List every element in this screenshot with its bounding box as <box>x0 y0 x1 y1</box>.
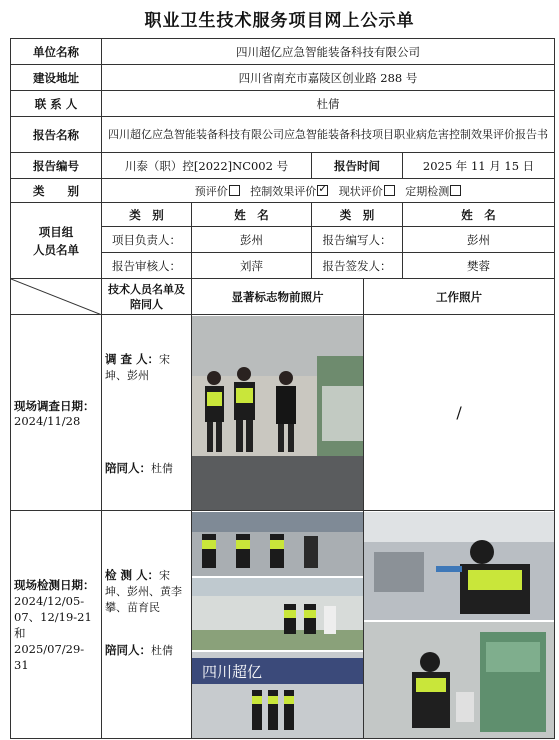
checkbox-icon <box>384 185 395 196</box>
checkbox-checked-icon <box>317 185 328 196</box>
address-label: 建设地址 <box>11 65 102 91</box>
team-name: 彭州 <box>403 227 555 253</box>
survey-work-photo-cell <box>364 315 555 511</box>
team-col-category-2: 类 别 <box>312 203 403 227</box>
work-photo-header: 工作照片 <box>364 279 555 315</box>
option-control-eval: 控制效果评价✓ <box>250 185 328 198</box>
accompany-label: 陪同人： <box>105 643 151 657</box>
testers: 宋坤、彭州、黄李攀、苗育民 <box>105 569 182 614</box>
photo-gate-group <box>192 578 364 650</box>
contact-value: 杜倩 <box>102 91 555 117</box>
survey-work-photo-mark: / <box>456 403 462 422</box>
checkbox-icon <box>450 185 461 196</box>
investigators-label: 调 查 人： <box>105 352 160 366</box>
report-no-label: 报告编号 <box>11 153 102 179</box>
page-title: 职业卫生技术服务项目网上公示单 <box>144 11 415 31</box>
testing-work-photo-cell <box>364 511 555 739</box>
survey-date-cell <box>11 315 102 511</box>
diagonal-header-cell <box>11 279 102 315</box>
team-role: 报告审核人： <box>102 253 192 279</box>
testing-work-photos <box>364 512 554 738</box>
tech-staff-header: 技术人员名单及陪同人 <box>102 279 192 315</box>
testing-date-label: 现场检测日期： <box>14 577 95 592</box>
testing-sign-photo-cell <box>192 511 364 739</box>
survey-date: 2024/11/28 <box>14 413 81 428</box>
testing-date: 2024/12/05-07、12/19-21和 2025/07/29-31 <box>14 593 92 672</box>
survey-sign-photo-cell <box>192 315 364 511</box>
survey-staff-cell <box>102 315 192 511</box>
team-name: 刘萍 <box>192 253 312 279</box>
testing-date-cell <box>11 511 102 739</box>
team-name: 彭州 <box>192 227 312 253</box>
sign-photo-header: 显著标志物前照片 <box>192 279 364 315</box>
photo-worker-machine <box>364 622 554 738</box>
testing-staff-cell <box>102 511 192 739</box>
report-no-value: 川泰（职）控[2022]NC002 号 <box>102 153 312 179</box>
unit-value: 四川超亿应急智能装备科技有限公司 <box>102 39 555 65</box>
photo-factory-group <box>192 512 364 576</box>
team-col-name: 姓 名 <box>192 203 312 227</box>
team-role: 报告签发人： <box>312 253 403 279</box>
team-col-name-2: 姓 名 <box>403 203 555 227</box>
category-label: 类 别 <box>11 179 102 203</box>
option-periodic-test: 定期检测 <box>405 185 461 198</box>
accompany: 杜倩 <box>151 644 173 657</box>
address-value: 四川省南充市嘉陵区创业路 288 号 <box>102 65 555 91</box>
accompany-label: 陪同人： <box>105 461 151 475</box>
report-time-value: 2025 年 11 月 15 日 <box>403 153 555 179</box>
diagonal-line <box>11 279 102 315</box>
option-pre-eval: 预评价 <box>195 185 240 198</box>
category-options <box>102 179 555 203</box>
survey-date-label: 现场调查日期： <box>14 398 95 413</box>
checkbox-icon <box>229 185 240 196</box>
accompany: 杜倩 <box>151 462 173 475</box>
option-status-eval: 现状评价 <box>339 185 395 198</box>
team-label: 项目组 人员名单 <box>11 203 102 279</box>
team-col-category: 类 别 <box>102 203 192 227</box>
survey-group-photo <box>192 316 364 510</box>
testers-label: 检 测 人： <box>105 568 160 582</box>
photo-company-sign <box>192 652 364 738</box>
testing-sign-photos <box>192 512 364 738</box>
contact-label: 联 系 人 <box>11 91 102 117</box>
team-name: 樊蓉 <box>403 253 555 279</box>
report-name-label: 报告名称 <box>11 117 102 153</box>
report-time-label: 报告时间 <box>312 153 403 179</box>
photo-worker-measuring <box>364 512 554 620</box>
report-name-value: 四川超亿应急智能装备科技有限公司应急智能装备科技项目职业病危害控制效果评价报告书 <box>102 117 555 153</box>
unit-label: 单位名称 <box>11 39 102 65</box>
team-role: 项目负责人： <box>102 227 192 253</box>
svg-text:四川超亿: 四川超亿 <box>202 662 263 681</box>
investigators: 宋坤、彭州 <box>105 353 171 382</box>
notice-table <box>10 38 555 739</box>
team-role: 报告编写人： <box>312 227 403 253</box>
